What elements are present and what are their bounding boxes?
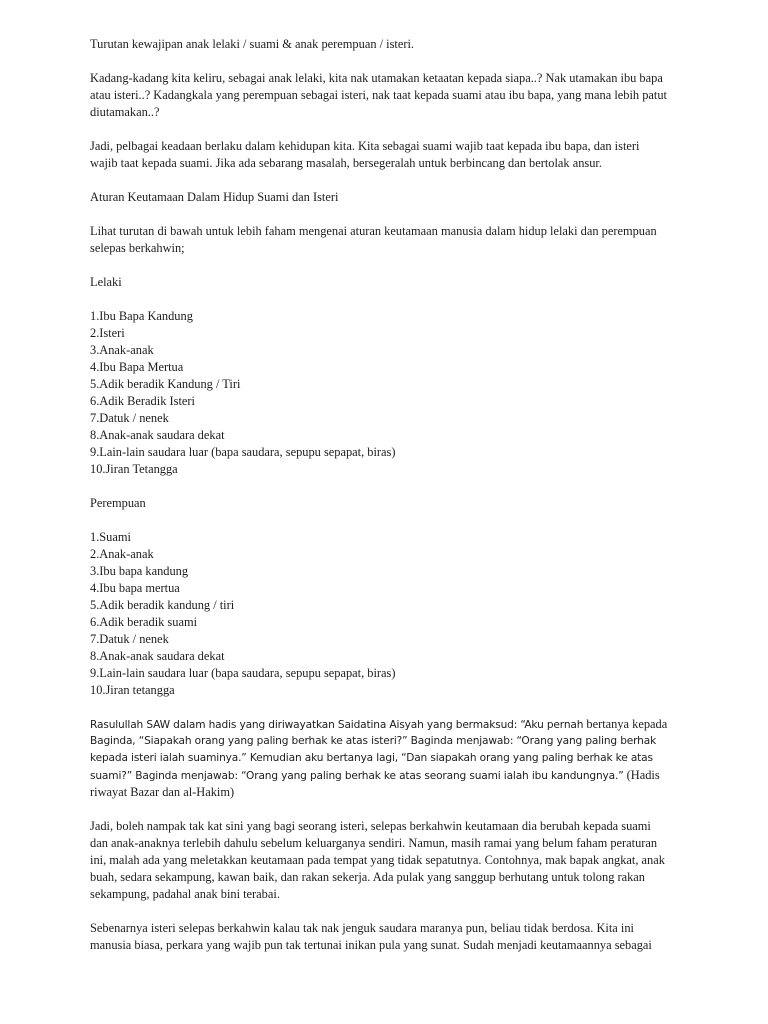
list-item: 9.Lain-lain saudara luar (bapa saudara, sepupu sepapat, biras) [90,666,396,680]
list-item: 7.Datuk / nenek [90,632,169,646]
list-item: 6.Adik beradik suami [90,615,198,629]
document-page [90,36,690,954]
paragraph-order-intro: Lihat turutan di bawah untuk lebih faham mengenai aturan keutamaan manusia dalam hidup lelaki dan perempuan selepas berkahwin; [90,224,657,255]
document-heading: Turutan kewajipan anak lelaki / suami & anak perempuan / isteri. [90,37,415,51]
paragraph-intro: Kadang-kadang kita keliru, sebagai anak lelaki, kita nak utamakan ketaatan kepada siapa..? Nak utamakan ibu bapa atau isteri..? Kadangkala yang perempuan sebagai isteri, nak taat kepada suami atau ibu bapa, yang mana lebih patut diutamakan..? [90,71,667,119]
list-item: 8.Anak-anak saudara dekat [90,428,225,442]
list-item: 10.Jiran Tetangga [90,462,178,476]
list-item: 10.Jiran tetangga [90,683,175,697]
lelaki-title: Lelaki [90,275,122,289]
paragraph-explanation: Jadi, boleh nampak tak kat sini yang bagi seorang isteri, selepas berkahwin keutamaan dia berubah kepada suami dan anak-anaknya terlebih dahulu sebelum keluarganya sendiri. Namun, masih ramai yang belum faham peraturan ini, malah ada yang meletakkan keutamaan pada tempat yang tidak sepatutnya. Contohnya, mak bapak angkat, anak buah, sedara sekampung, kawan baik, dan rakan sekerja. Ada pulak yang sanggup berhutang untuk tolong rakan sekampung, padahal anak bini terabai. [90,819,665,901]
list-item: 2.Isteri [90,326,125,340]
list-item: 9.Lain-lain saudara luar (bapa saudara, sepupu sepapat, biras) [90,445,396,459]
list-item: 3.Ibu bapa kandung [90,564,189,578]
list-item: 5.Adik beradik kandung / tiri [90,598,235,612]
list-item: 4.Ibu bapa mertua [90,581,180,595]
list-item: 5.Adik beradik Kandung / Tiri [90,377,241,391]
list-item: 3.Anak-anak [90,343,154,357]
perempuan-priority-list [90,529,690,699]
section-subheading: Aturan Keutamaan Dalam Hidup Suami dan Isteri [90,190,339,204]
list-item: 2.Anak-anak [90,547,154,561]
paragraph-obligations: Jadi, pelbagai keadaan berlaku dalam kehidupan kita. Kita sebagai suami wajib taat kepada ibu bapa, dan isteri wajib taat kepada suami. Jika ada sebarang masalah, bersegeralah untuk berbincang dan bertolak ansur. [90,139,640,170]
list-item: 1.Suami [90,530,131,544]
perempuan-title: Perempuan [90,496,146,510]
lelaki-priority-list [90,308,690,478]
list-item: 8.Anak-anak saudara dekat [90,649,225,663]
list-item: 6.Adik Beradik Isteri [90,394,195,408]
list-item: 1.Ibu Bapa Kandung [90,309,193,323]
list-item: 4.Ibu Bapa Mertua [90,360,184,374]
hadith-quote: Rasulullah SAW dalam hadis yang diriwayatkan Saidatina Aisyah yang bermaksud: “Aku pernah bertanya kepada Baginda, “Siapakah orang yang paling berhak ke atas isteri?” Baginda menjawab: “Orang yang paling berhak kepada isteri ialah suaminya.” Kemudian aku bertanya lagi, “Dan siapakah orang yang paling berhak ke atas suami?” Baginda menjawab: “Orang yang paling berhak ke atas seorang suami ialah ibu kandungnya.” (Hadis riwayat Bazar dan al-Hakim) [90,717,668,799]
paragraph-closing: Sebenarnya isteri selepas berkahwin kalau tak nak jenguk saudara maranya pun, beliau tidak berdosa. Kita ini manusia biasa, perkara yang wajib pun tak tertunai inikan pula yang sunat. Sudah menjadi keutamaannya sebagai [90,921,652,952]
list-item: 7.Datuk / nenek [90,411,169,425]
